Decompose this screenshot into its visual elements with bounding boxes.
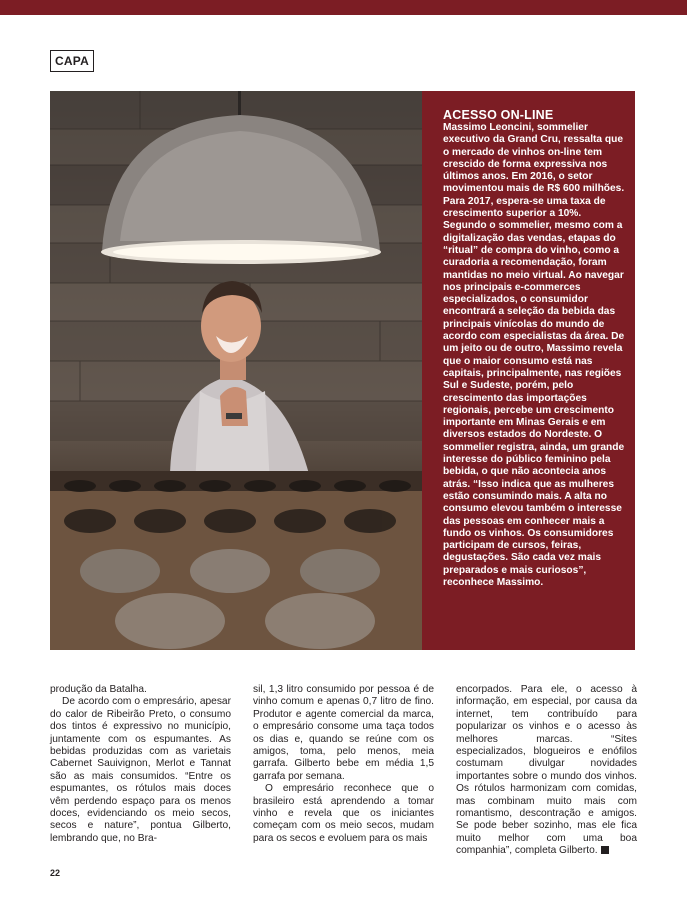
end-of-article-icon xyxy=(601,846,609,854)
section-tag: CAPA xyxy=(50,50,94,72)
column-3 xyxy=(456,684,637,858)
top-accent-bar xyxy=(0,0,687,15)
col3-text: encorpados. Para ele, o acesso à informação, em especial, por causa da internet, tem contribuído para popularizar os vinhos e o acesso às melhores marcas. “Sites especializados, blogueiros e enófilos costumam divulgar novidades importantes sobre o mundo dos vinhos. Os rótulos harmonizam com comidas, mas combinam muito mais com romantismo, descontração e amigos. Se pode beber sozinho, mas ele fica muito melhor com uma boa companhia”, completa Gilberto. xyxy=(456,684,637,857)
col3-paragraph-1 xyxy=(456,684,637,858)
col2-paragraph-2: O empresário reconhece que o brasileiro está aprendendo a tomar vinho e revela que os iniciantes começam com os meio secos, mudam para os secos e evoluem para os mais xyxy=(253,783,434,844)
col1-paragraph-2: De acordo com o empresário, apesar do calor de Ribeirão Preto, o consumo dos tintos é expressivo no município, juntamente com os espumantes. As bebidas produzidas com as varietais Cabernet Sauivignon, Merlot e Tannat são as mais consumidos. “Entre os espumantes, os rótulos mais doces vêm perdendo espaço para os menos doces, evidenciando os meio secos, secos e nature”, pontua Gilberto, lembrando que, no Bra- xyxy=(50,696,231,844)
page-number: 22 xyxy=(50,868,61,878)
article-columns xyxy=(50,684,635,859)
column-1 xyxy=(50,684,231,845)
sidebar-box xyxy=(422,91,635,650)
col1-paragraph-1: produção da Batalha. xyxy=(50,684,147,695)
sidebar-text xyxy=(443,122,625,589)
col2-paragraph-1: sil, 1,3 litro consumido por pessoa é de vinho comum e apenas 0,7 litro de fino. Produtor e agente comercial da marca, o empresário consome uma taça todos os dias e, quando se reúne com os amigos, toma, pelo menos, meia garrafa. Gilberto bebe em média 1,5 garrafa por semana. xyxy=(253,684,434,782)
sidebar-lead: Massimo Leoncini, xyxy=(443,122,535,133)
portrait-photo xyxy=(50,91,422,650)
column-2 xyxy=(253,684,434,845)
sidebar-body: sommelier executivo da Grand Cru, ressalta que o mercado de vinhos on-line tem crescido de forma expressiva nos últimos anos. Em 2016, o setor movimentou mais de R$ 600 milhões. Para 2017, espera-se uma taxa de crescimento superior a 10%. Segundo o sommelier, mesmo com a digitalização das vendas, etapas do “ritual” de compra do vinho, como a curadoria a recomendação, foram mantidas no meio virtual. Ao navegar nos principais e-commerces especializados, o consumidor encontrará a seleção da bebida das principais vinícolas do mundo de acordo com especialistas da área. De um jeito ou de outro, Massimo revela que o maior consumo está nas capitais, principalmente, nas regiões Sul e Sudeste, porém, pelo crescimento das importações regionais, percebe um crescimento importante em Minas Gerais e em diversos estados do Nordeste. O sommelier registra, ainda, um grande interesse do público feminino pela bebida, o que não acontecia anos atrás. “Isso indica que as mulheres estão consumindo mais. A alta no consumo elevou também o interesse das pessoas em conhecer mais a fundo os vinhos. Os consumidores participam de cursos, feiras, degustações. São cada vez mais preparados e mais curiosos”, reconhece Massimo. xyxy=(443,122,625,588)
sidebar-title: ACESSO ON-LINE xyxy=(443,108,554,122)
